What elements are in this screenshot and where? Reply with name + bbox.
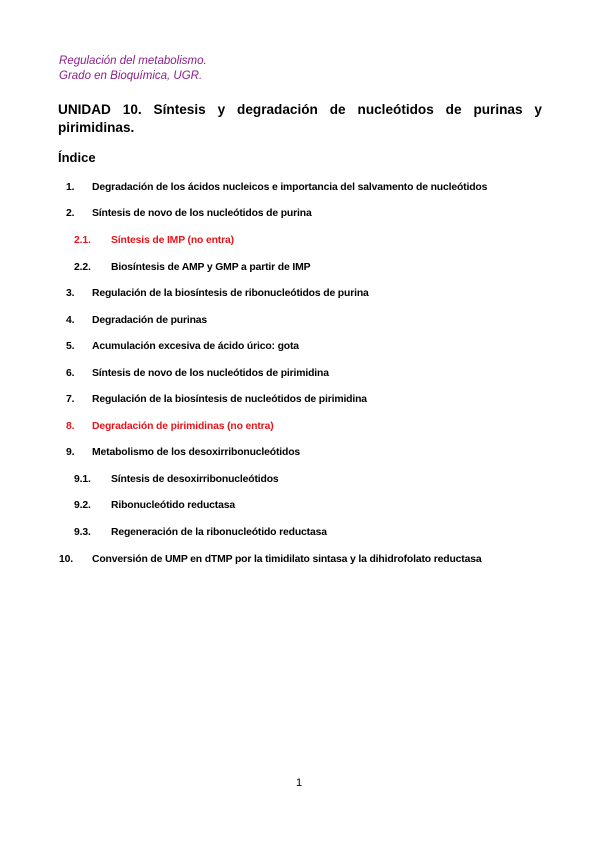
toc-label: Degradación de purinas [92, 315, 208, 326]
toc-label: Regulación de la biosíntesis de nucleótidos de pirimidina [92, 394, 367, 405]
toc-number: 9.3. [74, 527, 91, 538]
toc-number: 2.1. [74, 235, 91, 246]
toc-number: 4. [66, 315, 75, 326]
index-heading: Índice [58, 150, 96, 165]
toc-label: Metabolismo de los desoxirribonucleótidos [92, 447, 301, 458]
toc-label: Degradación de los ácidos nucleicos e importancia del salvamento de nucleótidos [92, 182, 488, 193]
toc-number: 1. [66, 182, 75, 193]
page-number: 1 [296, 777, 303, 789]
toc-number: 9.1. [74, 474, 91, 485]
toc-number: 5. [66, 341, 75, 352]
toc-label: Regeneración de la ribonucleótido reductasa [111, 527, 327, 538]
toc-label: Acumulación excesiva de ácido úrico: gota [92, 341, 299, 352]
toc-label: Síntesis de desoxirribonucleótidos [111, 474, 279, 485]
toc-number: 9.2. [74, 500, 91, 511]
toc-number: 7. [66, 394, 75, 405]
course-name: Regulación del metabolismo. [59, 55, 207, 67]
toc-number: 6. [66, 368, 75, 379]
toc-number: 9. [66, 447, 75, 458]
toc-label: Síntesis de IMP (no entra) [111, 235, 234, 246]
toc-number: 3. [66, 288, 75, 299]
toc-number: 10. [59, 554, 73, 565]
degree-name: Grado en Bioquímica, UGR. [59, 70, 203, 82]
toc-label: Conversión de UMP en dTMP por la timidilato sintasa y la dihidrofolato reductasa [92, 554, 482, 565]
toc-label: Síntesis de novo de los nucleótidos de purina [92, 208, 312, 219]
toc-label: Ribonucleótido reductasa [111, 500, 235, 511]
toc-label: Síntesis de novo de los nucleótidos de pirimidina [92, 368, 329, 379]
unit-title: UNIDAD 10. Síntesis y degradación de nucleótidos de purinas y pirimidinas. [58, 102, 542, 135]
toc-number: 2. [66, 208, 75, 219]
toc-number: 2.2. [74, 262, 91, 273]
toc-label: Degradación de pirimidinas (no entra) [92, 421, 274, 432]
toc-label: Regulación de la biosíntesis de ribonucleótidos de purina [92, 288, 369, 299]
toc-label: Biosíntesis de AMP y GMP a partir de IMP [111, 262, 311, 273]
toc-number: 8. [66, 421, 75, 432]
